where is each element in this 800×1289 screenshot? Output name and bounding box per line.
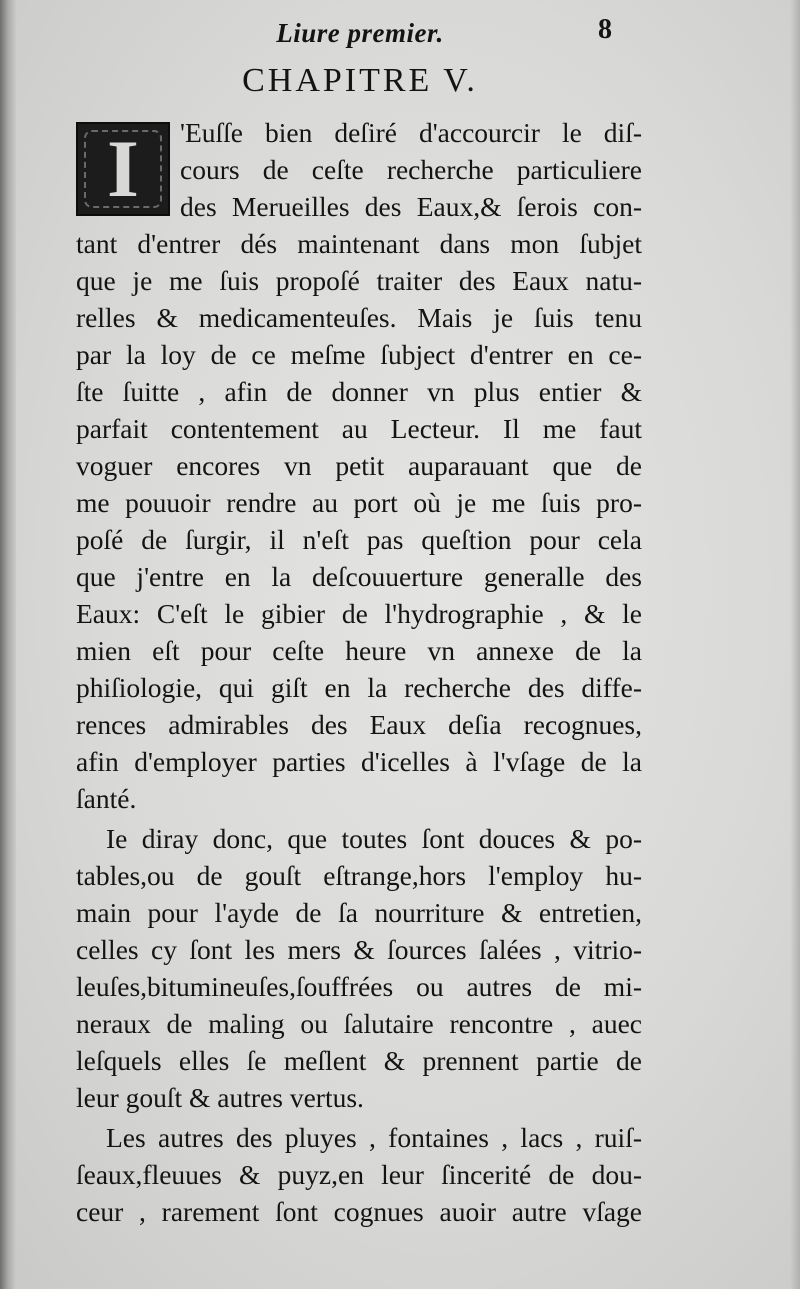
text-line: que je me ſuis propoſé traiter des Eaux natu-: [76, 265, 642, 296]
text-line: afin d'employer parties d'icelles à l'vſage de la: [76, 746, 642, 777]
text-line: main pour l'ayde de ſa nourriture & entretien,: [76, 897, 642, 928]
text-line: tables,ou de gouſt eſtrange,hors l'employ hu-: [76, 860, 642, 891]
text-line: ceur , rarement ſont cognues auoir autre vſage: [76, 1196, 642, 1227]
text-line: celles cy ſont les mers & ſources ſalées , vitrio-: [76, 934, 642, 965]
running-head: Liure premier.: [276, 18, 444, 48]
text-line: neraux de maling ou ſalutaire rencontre , auec: [76, 1008, 642, 1039]
text-line: que j'entre en la deſcouuerture generalle des: [76, 561, 642, 592]
initial-letter: I: [107, 123, 139, 214]
page-number: 8: [598, 14, 612, 45]
text-line: Ie diray donc, que toutes ſont douces & po-: [106, 823, 642, 854]
page-edge: [790, 0, 800, 1289]
text-line: poſé de ſurgir, il n'eſt pas queſtion pour cela: [76, 524, 642, 555]
text-line: 'Euſſe bien deſiré d'accourcir le diſ-: [180, 117, 642, 148]
text-line: leur gouſt & autres vertus.: [76, 1082, 364, 1113]
text-line: Les autres des pluyes , fontaines , lacs , ruiſ-: [106, 1122, 642, 1153]
ornamental-initial: [76, 122, 170, 216]
text-line: cours de ceſte recherche particuliere: [180, 154, 642, 185]
text-line: voguer encores vn petit auparauant que de: [76, 450, 642, 481]
page-gutter-shadow: [0, 0, 16, 1289]
text-line: ſanté.: [76, 783, 137, 814]
text-line: relles & medicamenteuſes. Mais je ſuis tenu: [76, 302, 642, 333]
text-line: mien eſt pour ceſte heure vn annexe de la: [76, 635, 642, 666]
text-line: ſeaux,fleuues & puyz,en leur ſincerité de dou-: [76, 1159, 642, 1190]
text-line: leuſes,bitumineuſes,ſouffrées ou autres de mi-: [76, 971, 642, 1002]
text-line: rences admirables des Eaux deſia recognues,: [76, 709, 642, 740]
text-line: me pouuoir rendre au port où je me ſuis pro-: [76, 487, 642, 518]
text-line: tant d'entrer dés maintenant dans mon ſubjet: [76, 228, 642, 259]
text-line: leſquels elles ſe meſlent & prennent partie de: [76, 1045, 642, 1076]
text-line: ſte ſuitte , afin de donner vn plus entier &: [76, 376, 642, 407]
chapter-title: CHAPITRE V.: [242, 62, 478, 99]
text-line: Eaux: C'eſt le gibier de l'hydrographie , & le: [76, 598, 642, 629]
text-line: par la loy de ce meſme ſubject d'entrer en ce-: [76, 339, 642, 370]
text-line: phiſiologie, qui giſt en la recherche des diffe-: [76, 672, 642, 703]
text-line: des Merueilles des Eaux,& ſerois con-: [180, 191, 642, 222]
text-line: parfait contentement au Lecteur. Il me faut: [76, 413, 642, 444]
